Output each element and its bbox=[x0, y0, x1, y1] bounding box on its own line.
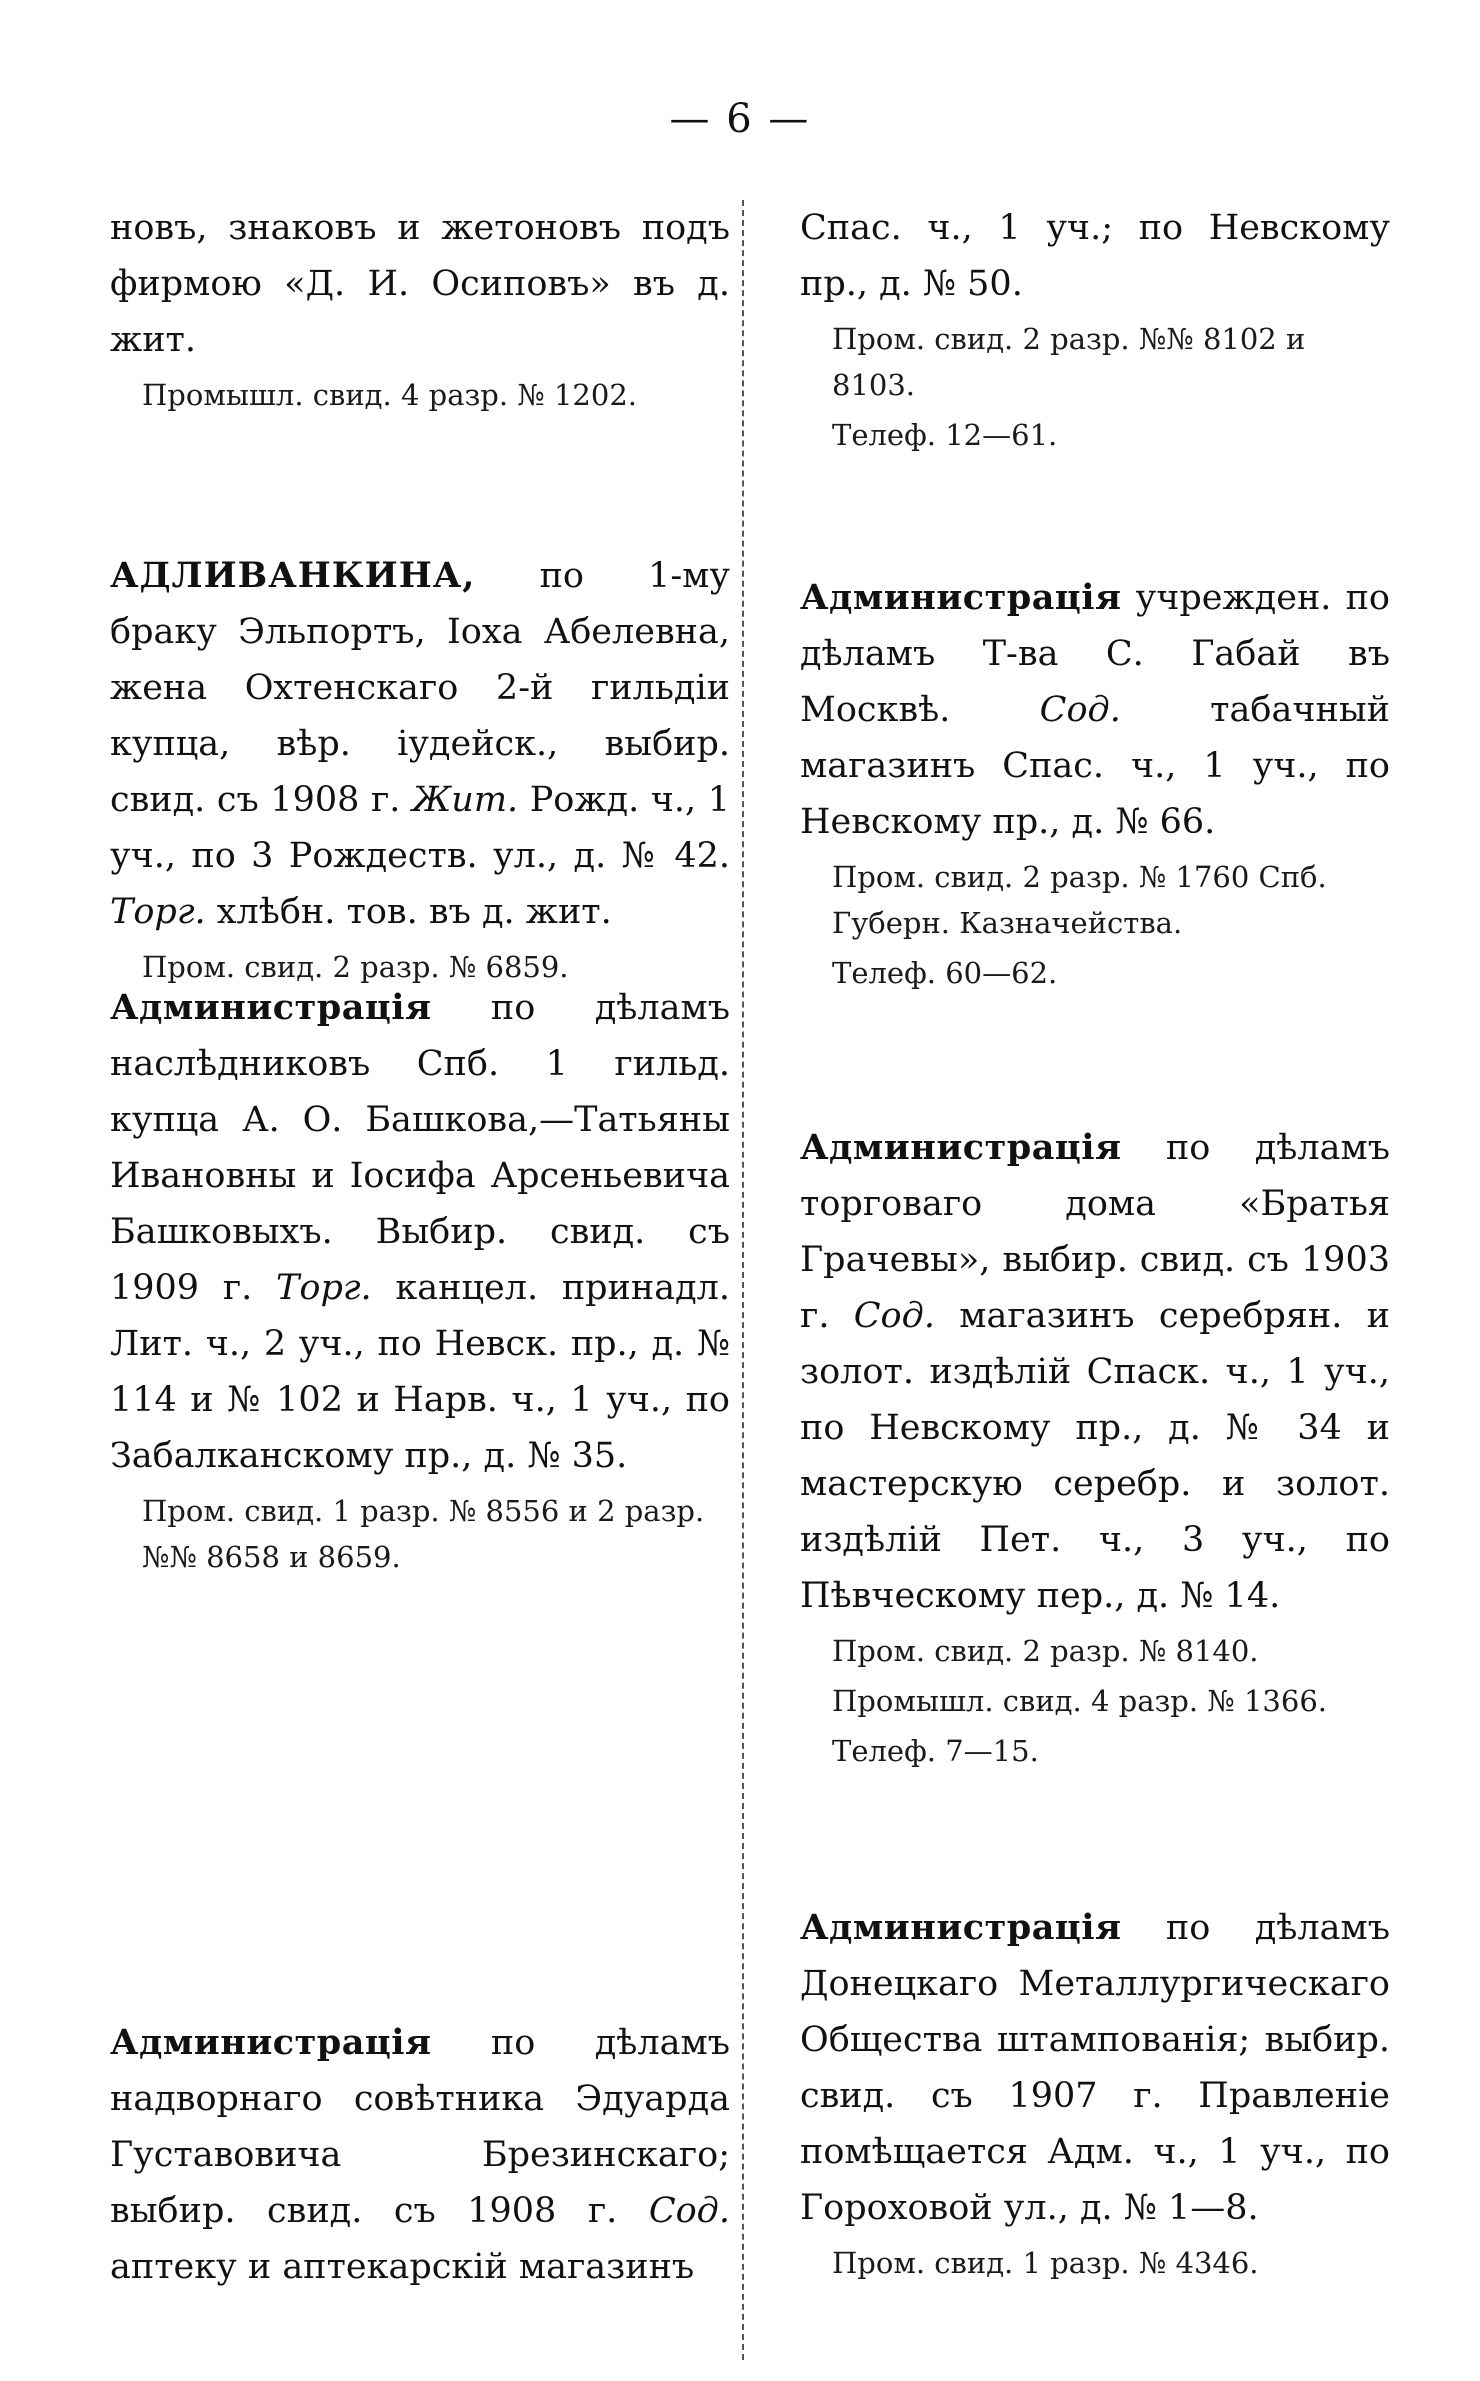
entry-text-part: табачный магазинъ Спас. ч., 1 уч., по Невскому пр., д. № 66. bbox=[800, 690, 1390, 842]
entry-text-part: Рожд. ч., 1 уч., по 3 Рождеств. ул., д. № 42. bbox=[110, 780, 730, 876]
entry-heading: Администрація bbox=[800, 1907, 1122, 1948]
entry-text bbox=[800, 570, 1390, 850]
entry-note: Пром. свид. 2 разр. №№ 8102 и 8103. bbox=[832, 322, 1306, 402]
entry-text-part: аптеку и аптекарскій магазинъ bbox=[110, 2247, 695, 2287]
page-number: — 6 — bbox=[669, 96, 811, 142]
entry-note: Пром. свид. 1 разр. № 8556 и 2 разр. №№ 8658 и 8659. bbox=[142, 1494, 705, 1574]
entry-heading: Администрація bbox=[800, 1127, 1122, 1168]
entry-text bbox=[800, 1900, 1390, 2236]
entry-label: Жит. bbox=[411, 780, 519, 820]
entry-note: Промышл. свид. 4 разр. № 1202. bbox=[142, 378, 637, 412]
column-divider bbox=[742, 200, 744, 2360]
entry-heading: Администрація bbox=[110, 2022, 432, 2063]
entry-note: Промышл. свид. 4 разр. № 1366. bbox=[832, 1684, 1327, 1718]
entry-note: Пром. свид. 1 разр. № 4346. bbox=[832, 2246, 1259, 2280]
entry-text-part: по 1-му браку Эльпортъ, Іоха Абелевна, жена Охтенскаго 2-й гильдіи купца, вѣр. іудейск., выбир. свид. съ 1908 г. bbox=[110, 556, 730, 820]
entry-label: Сод. bbox=[1039, 690, 1121, 730]
entry-text-part: по дѣламъ торговаго дома «Братья Грачевы», выбир. свид. съ 1903 г. bbox=[800, 1128, 1390, 1336]
entry-osipov-continued bbox=[110, 200, 730, 418]
entry-donetsk bbox=[800, 1900, 1390, 2286]
entry-text-part: по дѣламъ наслѣдниковъ Спб. 1 гильд. купца А. О. Башкова,—Татьяны Ивановны и Іосифа Арсеньевича Башковыхъ. Выбир. свид. съ 1909 г. bbox=[110, 988, 730, 1308]
entry-note: Телеф. 12—61. bbox=[832, 418, 1058, 452]
entry-heading: Администрація bbox=[800, 577, 1122, 618]
entry-text: Спас. ч., 1 уч.; по Невскому пр., д. № 50. bbox=[800, 208, 1390, 304]
entry-text-part: хлѣбн. тов. въ д. жит. bbox=[205, 892, 612, 932]
entry-text-part: учрежден. по дѣламъ Т-ва С. Габай въ Москвѣ. bbox=[800, 578, 1390, 730]
entry-note: Телеф. 60—62. bbox=[832, 956, 1058, 990]
entry-text: новъ, знаковъ и жетоновъ подъ фирмою «Д. И. Осиповъ» въ д. жит. bbox=[110, 208, 730, 360]
entry-note: Телеф. 7—15. bbox=[832, 1734, 1039, 1768]
entry-grachevy bbox=[800, 1120, 1390, 1774]
entry-label: Торг. bbox=[276, 1268, 372, 1308]
entry-text bbox=[110, 2015, 730, 2295]
entry-text-part: по дѣламъ Донецкаго Металлургическаго Общества штампованія; выбир. свид. съ 1907 г. Правленіе помѣщается Адм. ч., 1 уч., по Гороховой ул., д. № 1—8. bbox=[800, 1908, 1390, 2228]
entry-text-part: магазинъ серебрян. и золот. издѣлій Спаск. ч., 1 уч., по Невскому пр., д. № 34 и мастерскую серебр. и золот. издѣлій Пет. ч., 3 уч., по Пѣвческому пер., д. № 14. bbox=[800, 1296, 1390, 1616]
entry-brezinsky bbox=[110, 2015, 730, 2295]
entry-label: Сод. bbox=[853, 1296, 935, 1336]
entry-bashkov bbox=[110, 980, 730, 1580]
entry-heading: АДЛИВАНКИНА, bbox=[110, 555, 476, 596]
entry-text bbox=[110, 548, 730, 940]
entry-heading: Администрація bbox=[110, 987, 432, 1028]
entry-text-part: по дѣламъ надворнаго совѣтника Эдуарда Густавовича Брезинскаго; выбир. свид. съ 1908 г. bbox=[110, 2023, 730, 2231]
entry-note: Пром. свид. 2 разр. № 8140. bbox=[832, 1634, 1259, 1668]
entry-text bbox=[800, 1120, 1390, 1624]
entry-text-part: канцел. принадл. Лит. ч., 2 уч., по Невск. пр., д. № 114 и № 102 и Нарв. ч., 1 уч., по Забалканскому пр., д. № 35. bbox=[110, 1268, 730, 1476]
entry-gabay bbox=[800, 570, 1390, 996]
entry-note: Пром. свид. 2 разр. № 1760 Спб. Губерн. Казначейства. bbox=[832, 860, 1327, 940]
entry-continued-nevsky-50 bbox=[800, 200, 1390, 458]
entry-text bbox=[110, 980, 730, 1484]
entry-note: Пром. свид. 2 разр. № 6859. bbox=[142, 950, 569, 984]
entry-label: Торг. bbox=[110, 892, 206, 932]
entry-label: Сод. bbox=[648, 2191, 730, 2231]
entry-adlivankina bbox=[110, 548, 730, 990]
